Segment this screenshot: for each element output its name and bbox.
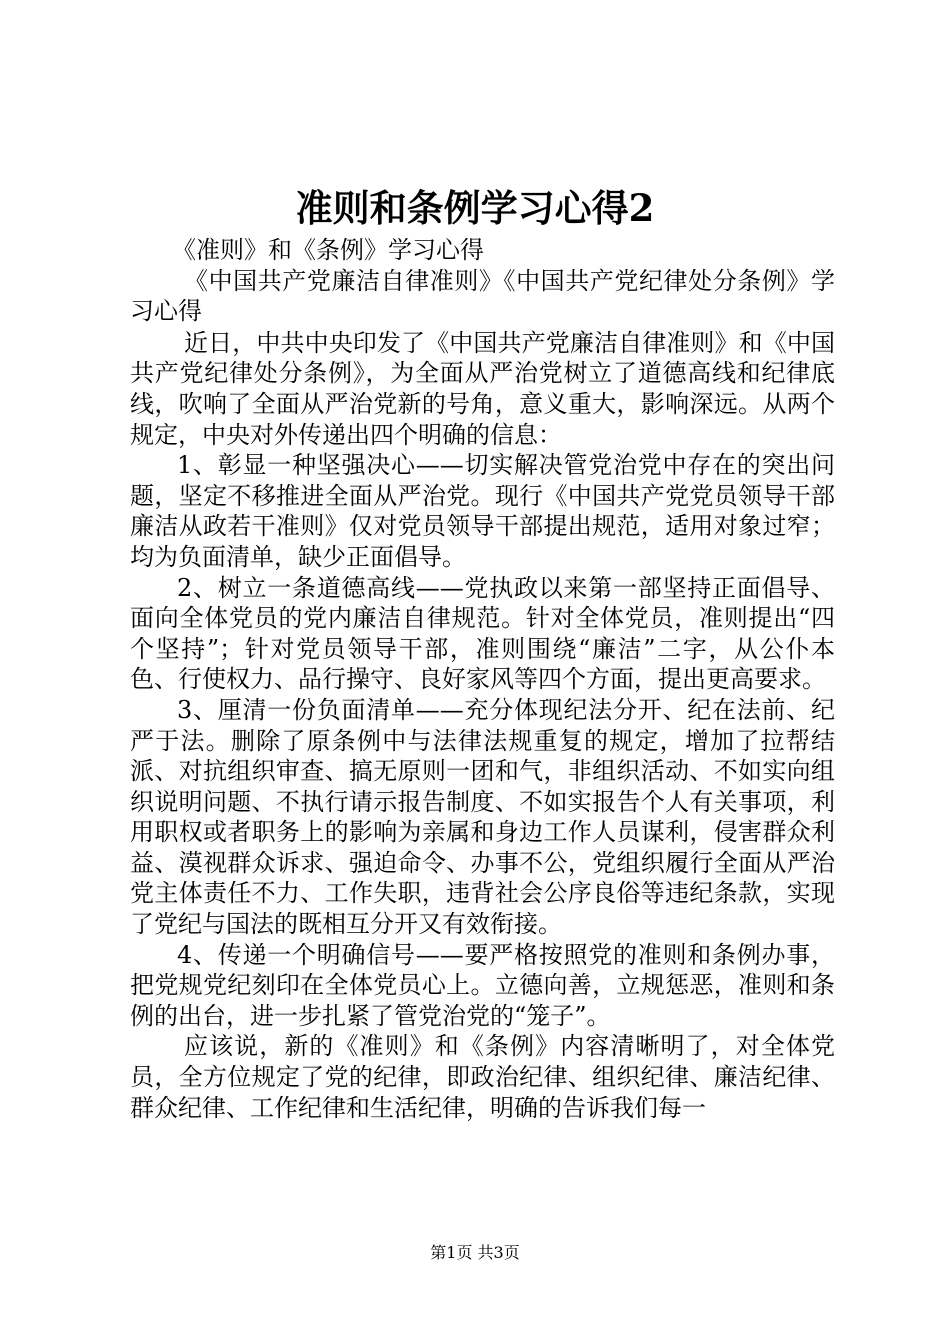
subtitle-line: 《中国共产党廉洁自律准则》《中国共产党纪律处分条例》学习心得 (130, 266, 835, 326)
body-paragraph: 近日，中共中央印发了《中国共产党廉洁自律准则》和《中国共产党纪律处分条例》，为全面从严治党树立了道德高线和纪律底线，吹响了全面从严治党新的号角，意义重大，影响深远。从两个规定，中央对外传递出四个明确的信息： (130, 328, 835, 449)
subtitle-line: 《准则》和《条例》学习心得 (172, 236, 484, 264)
body-paragraph: 3、厘清一份负面清单——充分体现纪法分开、纪在法前、纪严于法。删除了原条例中与法律法规重复的规定，增加了拉帮结派、对抗组织审查、搞无原则一团和气，非组织活动、不如实向组织说明问题、不执行请示报告制度、不如实报告个人有关事项，利用职权或者职务上的影响为亲属和身边工作人员谋利，侵害群众利益、漠视群众诉求、强迫命令、办事不公，党组织履行全面从严治党主体责任不力、工作失职，违背社会公序良俗等违纪条款，实现了党纪与国法的既相互分开又有效衔接。 (130, 695, 835, 939)
document-title: 准则和条例学习心得2 (295, 186, 655, 230)
body-paragraph: 4、传递一个明确信号——要严格按照党的准则和条例办事，把党规党纪刻印在全体党员心上。立德向善，立规惩恶，准则和条例的出台，进一步扎紧了管党治党的“笼子”。 (130, 940, 835, 1030)
page-footer: 第1页 共3页 (430, 1243, 520, 1262)
document-body (130, 235, 835, 1123)
body-paragraph: 应该说，新的《准则》和《条例》内容清晰明了，对全体党员，全方位规定了党的纪律，即政治纪律、组织纪律、廉洁纪律、群众纪律、工作纪律和生活纪律，明确的告诉我们每一 (130, 1032, 835, 1122)
body-paragraph: 1、彰显一种坚强决心——切实解决管党治党中存在的突出问题，坚定不移推进全面从严治党。现行《中国共产党党员领导干部廉洁从政若干准则》仅对党员领导干部提出规范，适用对象过窄；均为负面清单，缺少正面倡导。 (130, 451, 835, 571)
body-paragraph: 2、树立一条道德高线——党执政以来第一部坚持正面倡导、面向全体党员的党内廉洁自律规范。针对全体党员，准则提出“四个坚持”；针对党员领导干部，准则围绕“廉洁”二字，从公仆本色、行使权力、品行操守、良好家风等四个方面，提出更高要求。 (130, 573, 835, 694)
